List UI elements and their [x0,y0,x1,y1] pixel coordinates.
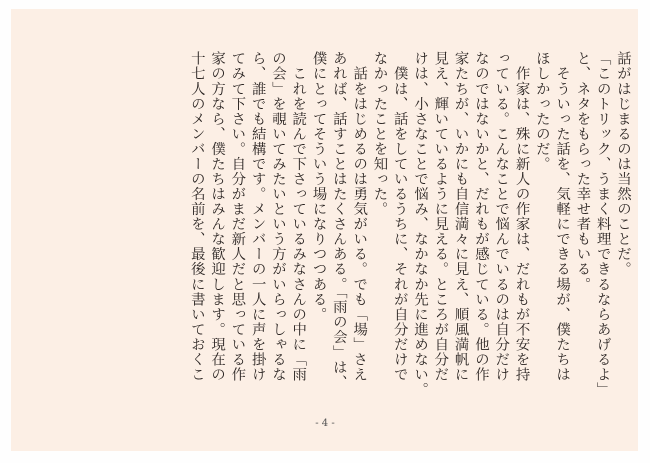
text-line: と、ネタをもらった幸せ者もいる。 [574,51,591,292]
text-line: 話がはじまるのは当然のことだ。 [615,51,631,277]
text-line: 見え、輝いているように見える。ところが自分だ [432,51,449,382]
text-line: の会」を覗いてみたいという方がいらっしゃるな [269,51,286,382]
text-line: 作家は、殊に新人の作家は、だれもが不安を持 [513,51,530,382]
text-line: これを読んで下さっているみなさんの中に「雨 [290,51,307,382]
text-line: っている。こんなことで悩んでいるのは自分だけ [493,51,510,382]
text-line: 話をはじめるのは勇気がいる。でも「場」さえ [351,51,368,382]
text-line: そういった話を、気軽にできる場が、僕たちは [554,51,571,382]
text-line: 「このトリック、うまく料理できるならあげるよ」 [594,51,611,397]
page-number: - 4 - [315,418,335,429]
text-line: 僕にとってそういう場になりつつある。 [310,51,327,322]
text-line: てみて下さい。自分がまだ新人だと思っている作 [229,51,246,382]
text-line: 家の方なら、僕たちはみんな歓迎します。現在の [209,51,226,382]
text-line: けは、小さなことで悩み、なかなか先に進めない。 [412,51,429,397]
text-line: ら、誰でも結構です。メンバーの一人に声を掛け [249,51,266,382]
vertical-text-body [36,51,633,410]
text-line: なのではないかと、だれもが感じている。他の作 [472,51,489,382]
text-line: なかったことを知った。 [371,51,388,217]
text-line: あれば、話すことはたくさんある。「雨の会」は、 [330,51,347,390]
page-sheet [11,9,638,451]
text-line: 十七人のメンバーの名前を、最後に書いておくこ [188,51,205,382]
text-line: 僕は、話をしているうちに、それが自分だけで [391,51,408,382]
text-line: 家たちが、いかにも自信満々に見え、順風満帆に [452,51,469,382]
text-line: ほしかったのだ。 [533,51,550,172]
